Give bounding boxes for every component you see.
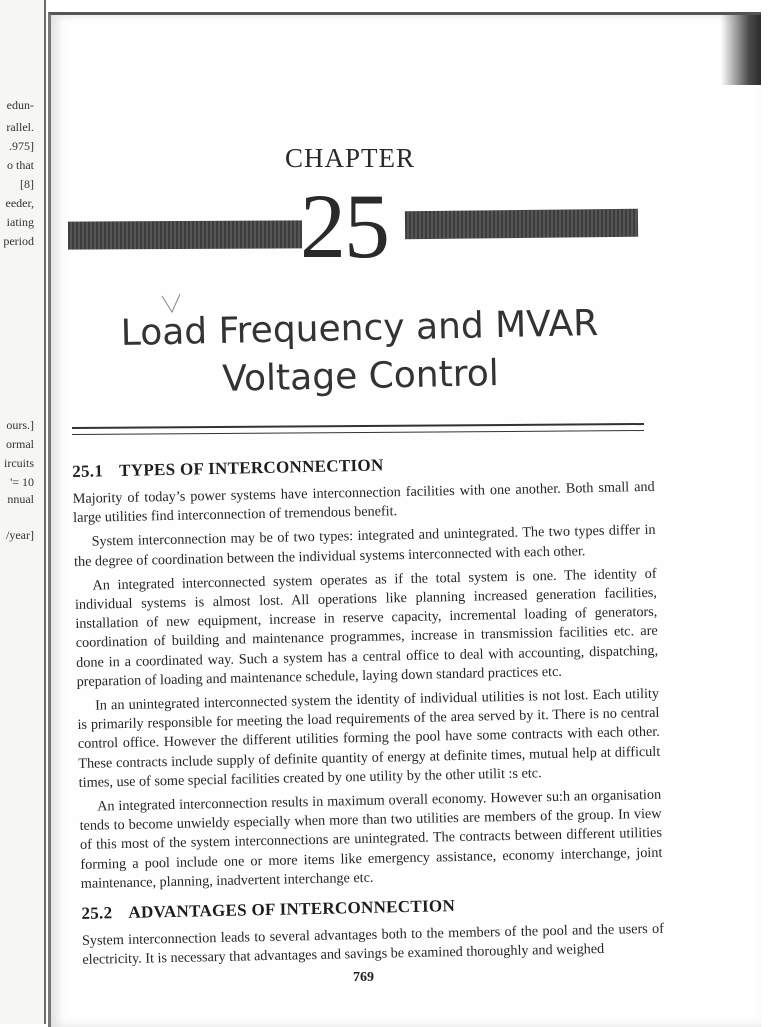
- facing-page-fragment: /year]: [6, 528, 34, 542]
- facing-page-fragment: eeder,: [5, 196, 34, 210]
- facing-page-fragment: iating: [6, 215, 34, 229]
- facing-page-fragment: rallel.: [6, 120, 34, 134]
- body-paragraph: System interconnection may be of two types: integrated and unintegrated. The two types differ in the degree of coordination between the individual systems interconnected with each other.: [73, 522, 656, 570]
- body-paragraph: An integrated interconnection results in maximum overall economy. However su:h an organisation tends to become unwieldy especially when more than two utilities are members of the group. In view of this most of the system interconnections are unintegrated. The contracts between different utilities forming a pool include one or more items like emergency assistance, economy interchange, joint maintenance, planning, inadvertent interchange etc.: [79, 786, 663, 892]
- chapter-bar-left: [68, 220, 302, 249]
- page-corner-shadow: [721, 15, 761, 85]
- body-paragraph: System interconnection leads to several advantages both to the members of the pool and the users of electricity. It is necessary that advantages and savings be examined thoroughly and weighed: [81, 920, 665, 969]
- section-number: 25.2: [81, 903, 113, 923]
- facing-page-fragment: o that: [7, 158, 34, 172]
- facing-page-fragment: .975]: [9, 139, 34, 153]
- facing-page-fragment: ormal: [6, 437, 34, 451]
- section-heading: [81, 892, 663, 924]
- facing-page-fragment: nnual: [7, 492, 34, 506]
- chapter-number: 25: [300, 175, 388, 277]
- facing-page-fragment: ours.]: [6, 418, 34, 432]
- body-paragraph: An integrated interconnected system operates as if the total system is one. The identity of individual systems is almost lost. All operations like planning increased generation facilities, installation of new equipment, increase in reserve capacity, incremental loading of generators, coordination of building and maintenance programmes, increase in transmission facilities etc. are done in a coordinated way. Such a system has a central office to deal with accounting, dispatching, preparation of loading and maintenance schedule, laying down standard practices etc.: [74, 565, 659, 690]
- chapter-bar-right: [405, 209, 638, 239]
- chapter-body: [72, 450, 665, 976]
- facing-page-fragment: '= 10: [10, 475, 34, 489]
- facing-page-fragment: edun-: [6, 98, 34, 112]
- chapter-title: [99, 300, 621, 407]
- facing-page-fragment: ircuits: [4, 456, 34, 470]
- facing-page-edge: [0, 0, 46, 1024]
- facing-page-fragment: period: [3, 234, 34, 248]
- section-title: TYPES OF INTERCONNECTION: [118, 455, 384, 481]
- facing-page-fragment: [8]: [20, 177, 34, 191]
- chapter-title-line: Voltage Control: [221, 353, 500, 400]
- page-number: 769: [353, 970, 374, 985]
- body-paragraph: Majority of today’s power systems have interconnection facilities with one another. Both small and large utilities find interconnection of tremendous benefit.: [72, 478, 655, 527]
- section-number: 25.1: [72, 461, 104, 481]
- chapter-label: CHAPTER: [285, 143, 416, 173]
- chapter-title-line: Load Frequency and MVAR: [120, 303, 599, 355]
- section-title: ADVANTAGES OF INTERCONNECTION: [128, 896, 456, 922]
- body-paragraph: In an unintegrated interconnected system the identity of individual utilities is not lost. Each utility is primarily responsible for meeting the load requirements of the area served by it. There is no central control office. However the different utilities forming the pool have some contracts with each other. These contracts include supply of definite quantity of energy at definite times, mutual help at difficult times, use of some special facilities created by one utility by the other utilit :s etc.: [77, 685, 661, 791]
